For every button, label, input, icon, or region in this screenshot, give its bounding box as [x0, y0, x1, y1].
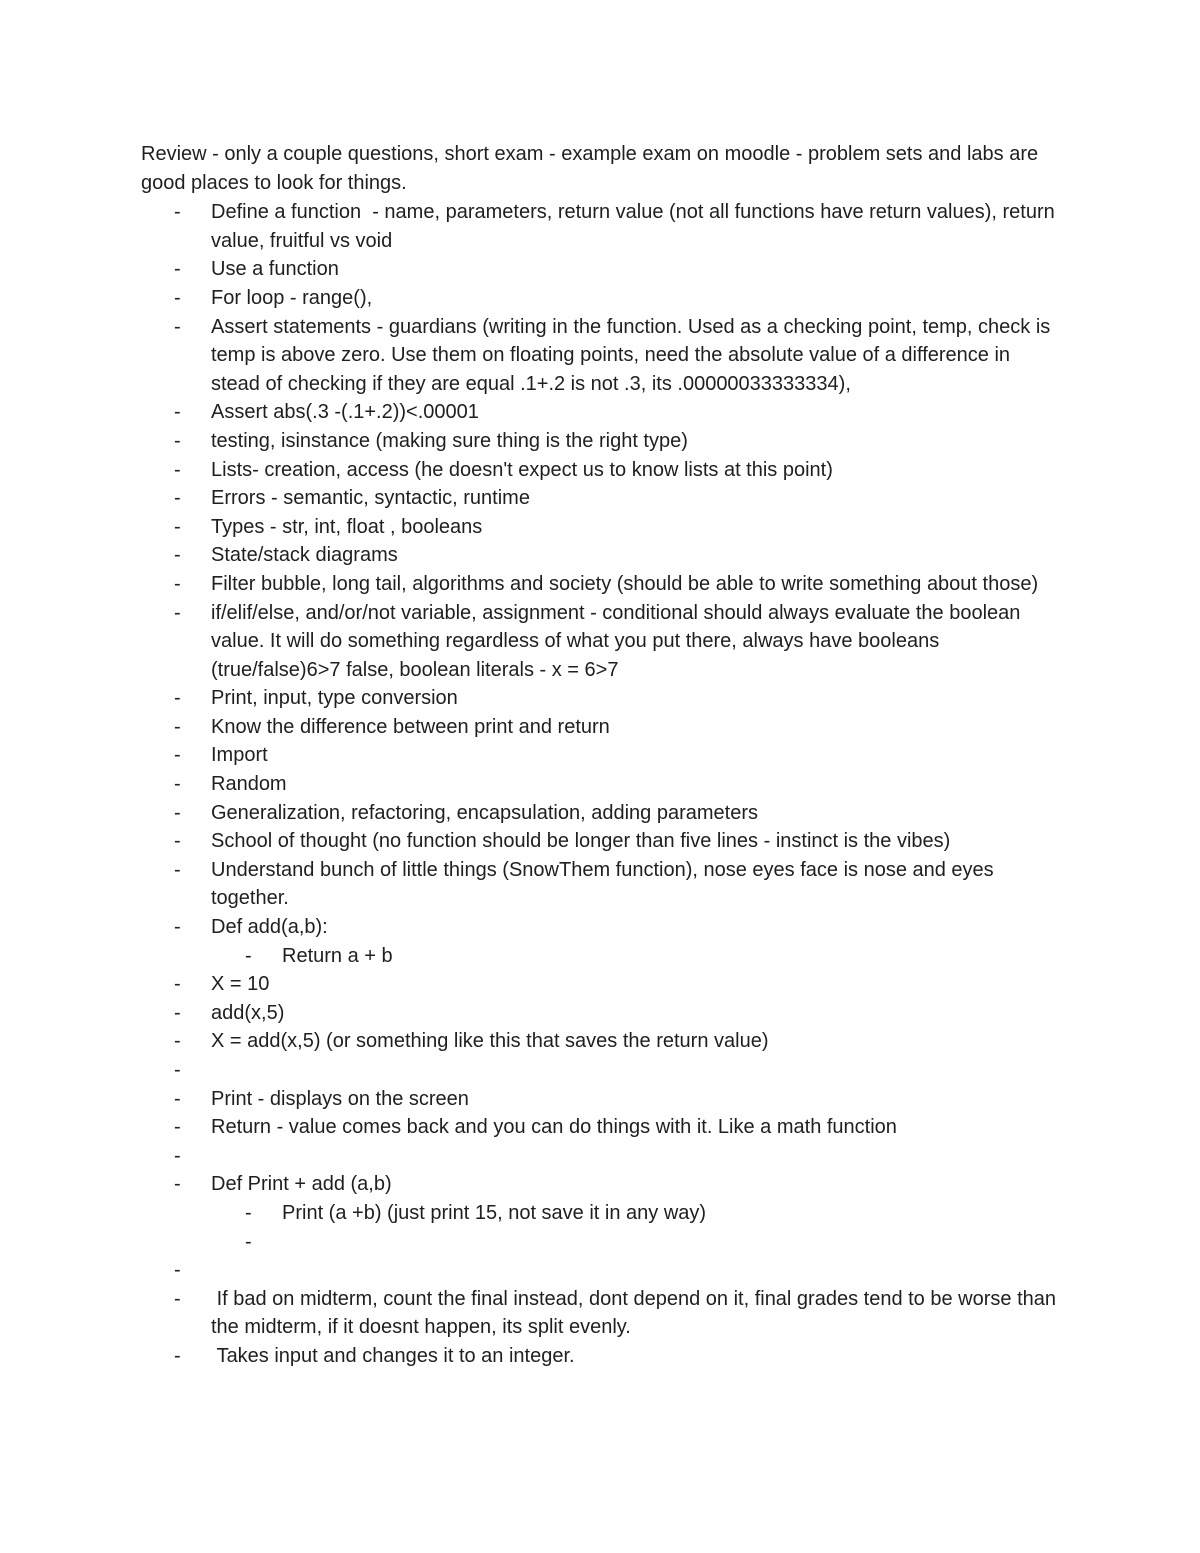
- bullet-dash: -: [245, 944, 252, 967]
- list-item: [141, 541, 1061, 570]
- bullet-dash: -: [174, 1287, 181, 1310]
- bullet-dash: -: [174, 487, 181, 510]
- list-item-text: add(x,5): [211, 1001, 285, 1024]
- list-item: [141, 913, 1061, 942]
- bullet-dash: -: [174, 1030, 181, 1053]
- list-item: [141, 999, 1061, 1028]
- list-item: [141, 427, 1061, 456]
- list-item: [141, 827, 1061, 856]
- list-item-text: School of thought (no function should be longer than five lines - instinct is the vibes): [211, 830, 951, 853]
- list-item: [141, 284, 1061, 313]
- list-item-text: X = 10: [211, 973, 270, 996]
- list-item: [141, 856, 1061, 913]
- list-item: [141, 1285, 1061, 1342]
- sub-list-item: [141, 1228, 1061, 1257]
- bullet-dash: -: [174, 201, 181, 224]
- bullet-dash: -: [245, 1230, 252, 1253]
- bullet-dash: -: [174, 1344, 181, 1367]
- bullet-dash: -: [174, 687, 181, 710]
- list-item-text: If bad on midterm, count the final instead, dont depend on it, final grades tend to be worse than the midterm, if it doesnt happen, its split evenly.: [211, 1287, 1062, 1339]
- list-item-text: Print, input, type conversion: [211, 687, 458, 710]
- bullet-dash: -: [174, 973, 181, 996]
- list-item-text: Errors - semantic, syntactic, runtime: [211, 487, 530, 510]
- sub-list-item: [141, 942, 1061, 971]
- list-item-text: Know the difference between print and return: [211, 715, 610, 738]
- bullet-dash: -: [174, 1087, 181, 1110]
- list-item-text: Takes input and changes it to an integer.: [211, 1344, 575, 1367]
- intro-paragraph: Review - only a couple questions, short exam - example exam on moodle - problem sets and labs are good places to look for things.: [141, 143, 1039, 194]
- bullet-dash: -: [174, 1144, 181, 1167]
- list-item-text: Random: [211, 773, 287, 796]
- bullet-dash: -: [174, 544, 181, 567]
- bullet-dash: -: [174, 1116, 181, 1139]
- list-item-text: State/stack diagrams: [211, 544, 398, 567]
- list-item-text: Import: [211, 744, 268, 767]
- bullet-dash: -: [174, 572, 181, 595]
- list-item-text: Def Print + add (a,b): [211, 1173, 392, 1196]
- bullet-dash: -: [174, 1001, 181, 1024]
- document-page: [141, 140, 1061, 1371]
- list-item: [141, 456, 1061, 485]
- list-item: [141, 1113, 1061, 1142]
- list-item-text: Types - str, int, float , booleans: [211, 515, 483, 538]
- bullet-dash: -: [174, 601, 181, 624]
- list-item: [141, 684, 1061, 713]
- list-item-text: Define a function - name, parameters, return value (not all functions have return values), return value, fruitful vs void: [211, 201, 1061, 252]
- list-item: [141, 799, 1061, 828]
- list-item-text: Use a function: [211, 258, 339, 281]
- list-item: [141, 1170, 1061, 1199]
- bullet-dash: -: [174, 515, 181, 538]
- list-item: [141, 570, 1061, 599]
- list-item: [141, 513, 1061, 542]
- list-item-text: Return a + b: [282, 944, 393, 967]
- list-item: [141, 599, 1061, 685]
- list-item: [141, 484, 1061, 513]
- list-item-text: X = add(x,5) (or something like this that saves the return value): [211, 1030, 769, 1053]
- list-item: [141, 1085, 1061, 1114]
- list-item: [141, 1027, 1061, 1056]
- list-item-text: Print - displays on the screen: [211, 1087, 469, 1110]
- list-item-text: Assert abs(.3 -(.1+.2))<.00001: [211, 401, 479, 424]
- bullet-dash: -: [174, 715, 181, 738]
- list-item: [141, 1142, 1061, 1171]
- bullet-dash: -: [174, 1173, 181, 1196]
- bullet-dash: -: [245, 1201, 252, 1224]
- notes-list: [141, 198, 1061, 1370]
- list-item-text: Print (a +b) (just print 15, not save it in any way): [282, 1201, 707, 1224]
- bullet-dash: -: [174, 401, 181, 424]
- list-item: [141, 970, 1061, 999]
- list-item: [141, 1256, 1061, 1285]
- list-item: [141, 198, 1061, 255]
- list-item-text: Lists- creation, access (he doesn't expect us to know lists at this point): [211, 458, 833, 481]
- list-item-text: Filter bubble, long tail, algorithms and society (should be able to write something about those): [211, 572, 1039, 595]
- bullet-dash: -: [174, 286, 181, 309]
- list-item: [141, 398, 1061, 427]
- bullet-dash: -: [174, 458, 181, 481]
- list-item: [141, 1342, 1061, 1371]
- list-item: [141, 741, 1061, 770]
- list-item: [141, 770, 1061, 799]
- list-item-text: Understand bunch of little things (SnowThem function), nose eyes face is nose and eyes together.: [211, 858, 1000, 910]
- bullet-dash: -: [174, 916, 181, 939]
- bullet-dash: -: [174, 315, 181, 338]
- list-item: [141, 313, 1061, 399]
- list-item-text: Return - value comes back and you can do things with it. Like a math function: [211, 1116, 897, 1139]
- list-item: [141, 255, 1061, 284]
- bullet-dash: -: [174, 429, 181, 452]
- list-item-text: For loop - range(),: [211, 286, 373, 309]
- list-item-text: Generalization, refactoring, encapsulation, adding parameters: [211, 801, 758, 824]
- list-item: [141, 713, 1061, 742]
- list-item-text: Assert statements - guardians (writing in the function. Used as a checking point, temp, check is temp is above zero. Use them on floating points, need the absolute value of a difference in stead of checking if they are equal .1+.2 is not .3, its .00000033333334),: [211, 315, 1056, 395]
- list-item: [141, 1056, 1061, 1085]
- bullet-dash: -: [174, 1059, 181, 1081]
- bullet-dash: -: [174, 858, 181, 881]
- bullet-dash: -: [174, 801, 181, 824]
- bullet-dash: -: [174, 1259, 181, 1282]
- sub-list-item: [141, 1199, 1061, 1228]
- bullet-dash: -: [174, 744, 181, 767]
- list-item-text: testing, isinstance (making sure thing is the right type): [211, 429, 688, 452]
- list-item-text: if/elif/else, and/or/not variable, assignment - conditional should always evaluate the boolean value. It will do something regardless of what you put there, always have booleans (true/false)6>7 false, boolean literals - x = 6>7: [211, 601, 1026, 681]
- bullet-dash: -: [174, 830, 181, 853]
- list-item-text: Def add(a,b):: [211, 916, 328, 939]
- bullet-dash: -: [174, 258, 181, 281]
- bullet-dash: -: [174, 773, 181, 796]
